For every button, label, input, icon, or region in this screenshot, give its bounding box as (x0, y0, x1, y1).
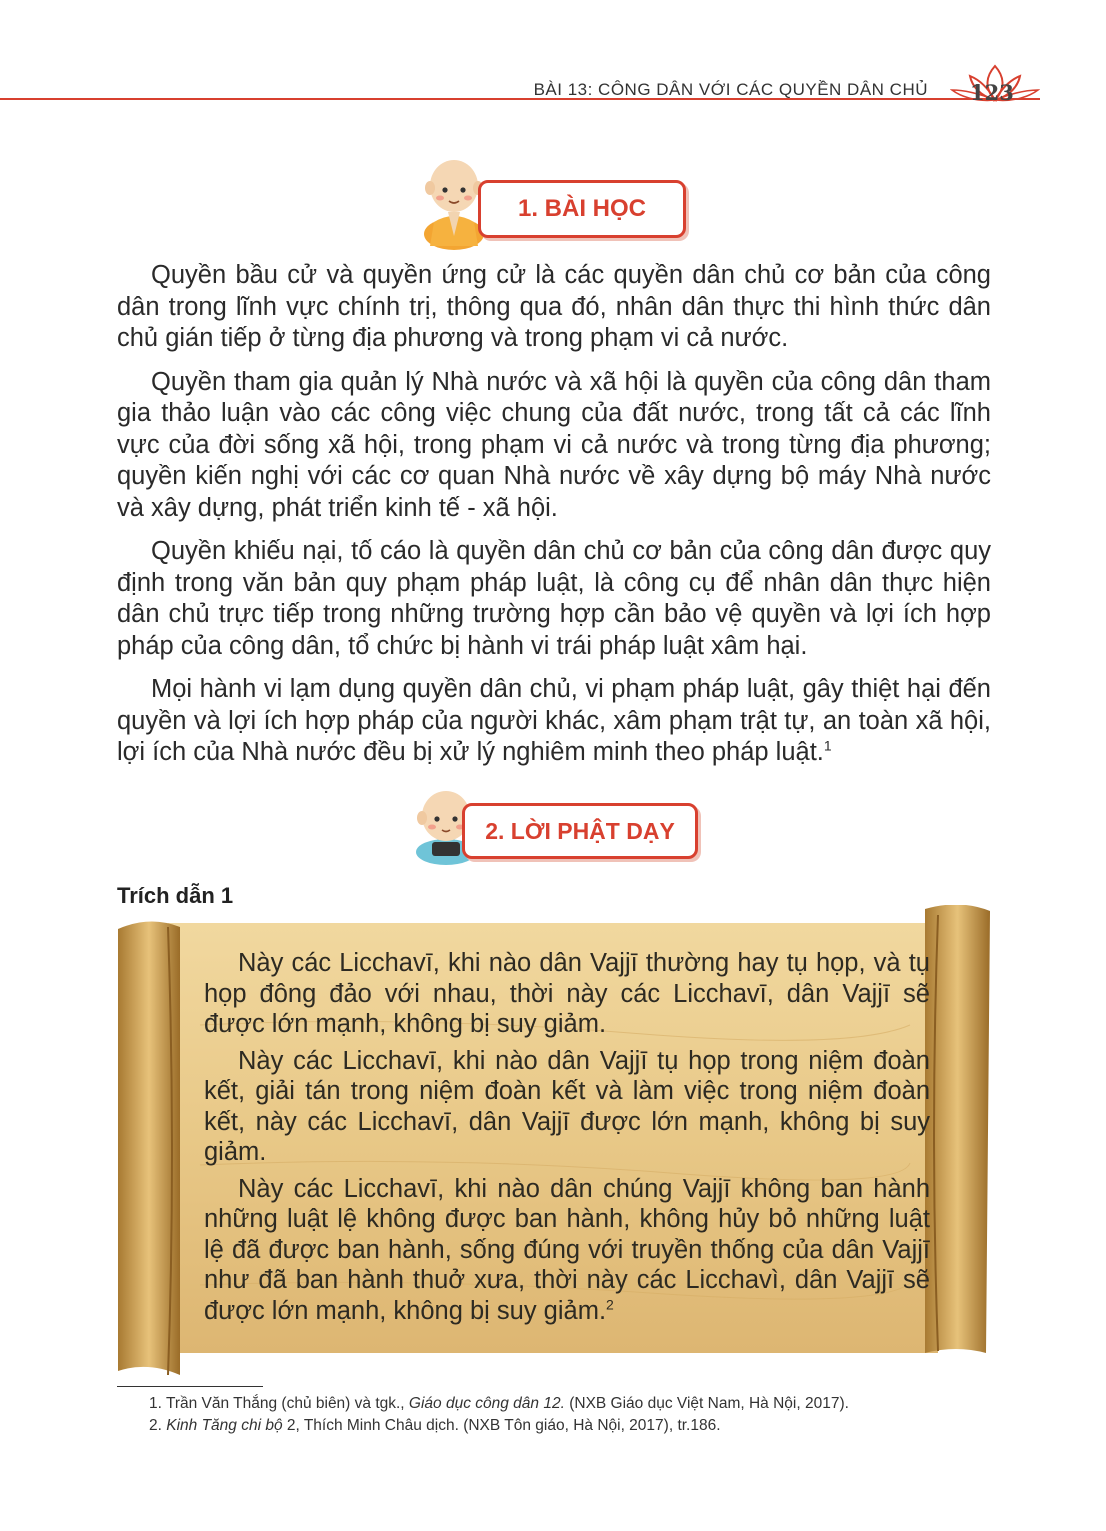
footnote-rule (117, 1386, 263, 1387)
quote-paragraph-text: Này các Licchavī, khi nào dân chúng Vajjī không ban hành những luật lệ không được ban hành, không hủy bỏ những luật lệ đã được ban hành, sống đúng với truyền thống của dân Vajjī như đã ban hành thuở xưa, thời này các Licchavì, dân Vajjī sẽ được lớn mạnh, không bị suy giảm. (204, 1174, 930, 1325)
footnote-ref-2[interactable]: 2 (606, 1296, 614, 1312)
lesson-paragraph (117, 674, 991, 769)
quote-paragraph: Này các Licchavī, khi nào dân Vajjī tụ họp trong niệm đoàn kết, giải tán trong niệm đoàn kết và làm việc trong niệm đoàn kết, này các Licchavī, dân Vajjī được lớn mạnh, không bị suy giảm. (204, 1046, 930, 1166)
section-heading-lesson-text: 1. BÀI HỌC (517, 195, 646, 222)
footnote-2-number: 2. (149, 1417, 167, 1434)
footnote-2-publisher: 2, Thích Minh Châu dịch. (NXB Tôn giáo, Hà Nội, 2017), tr.186. (282, 1417, 721, 1434)
section-heading-buddha-teaching (462, 803, 698, 859)
chapter-title: BÀI 13: CÔNG DÂN VỚI CÁC QUYỀN DÂN CHỦ (533, 80, 928, 99)
quote-paragraph (204, 1174, 930, 1327)
section-heading-lesson (478, 180, 686, 238)
lesson-paragraph-text: Mọi hành vi lạm dụng quyền dân chủ, vi phạm pháp luật, gây thiệt hại đến quyền và lợi ích hợp pháp của người khác, xâm phạm trật tự, an toàn xã hội, lợi ích của Nhà nước đều bị xử lý nghiêm minh theo pháp luật. (117, 675, 991, 766)
lesson-paragraph: Quyền tham gia quản lý Nhà nước và xã hội là quyền của công dân tham gia thảo luận vào các công việc chung của đất nước, trong tất cả các lĩnh vực của đời sống xã hội, trong phạm vi cả nước và trong từng địa phương; quyền kiến nghị với các cơ quan Nhà nước về xây dựng bộ máy Nhà nước và xây dựng, phát triển kinh tế - xã hội. (117, 367, 991, 522)
lesson-paragraph: Quyền bầu cử và quyền ứng cử là các quyền dân chủ cơ bản của công dân trong lĩnh vực chính trị, thông qua đó, nhân dân thực thi hình thức dân chủ gián tiếp ở từng địa phương và trong phạm vi cả nước. (117, 261, 991, 352)
footnotes (149, 1393, 849, 1437)
footnote-1-publisher: (NXB Giáo dục Việt Nam, Hà Nội, 2017). (564, 1395, 849, 1412)
section-heading-buddha-teaching-text: 2. LỜI PHẬT DẠY (485, 817, 675, 844)
quote-paragraph: Này các Licchavī, khi nào dân Vajjī thường hay tụ họp, và tụ họp đông đảo với nhau, thời này các Licchavī, dân Vajjī sẽ được lớn mạnh, không bị suy giảm. (204, 949, 930, 1038)
footnote-ref-1[interactable]: 1 (823, 737, 832, 754)
lesson-paragraph: Quyền khiếu nại, tố cáo là quyền dân chủ cơ bản của công dân được quy định trong văn bản quy phạm pháp luật, là công cụ để nhân dân thực hiện dân chủ trực tiếp trong những trường hợp cần bảo vệ quyền và lợi ích hợp pháp của công dân, tổ chức bị hành vi trái pháp luật xâm hại. (117, 537, 991, 660)
footnote-2 (149, 1415, 849, 1437)
footnote-1-title: Giáo dục công dân 12. (408, 1395, 565, 1412)
footnote-1 (149, 1393, 849, 1415)
quote-body (204, 948, 930, 1332)
lesson-body (117, 260, 991, 781)
footnote-1-author: 1. Trần Văn Thắng (chủ biên) và tgk., (149, 1395, 409, 1412)
page-number: 123 (970, 80, 1014, 105)
quote-label: Trích dẫn 1 (117, 883, 234, 908)
footnote-2-title: Kinh Tăng chi bộ (166, 1417, 283, 1434)
